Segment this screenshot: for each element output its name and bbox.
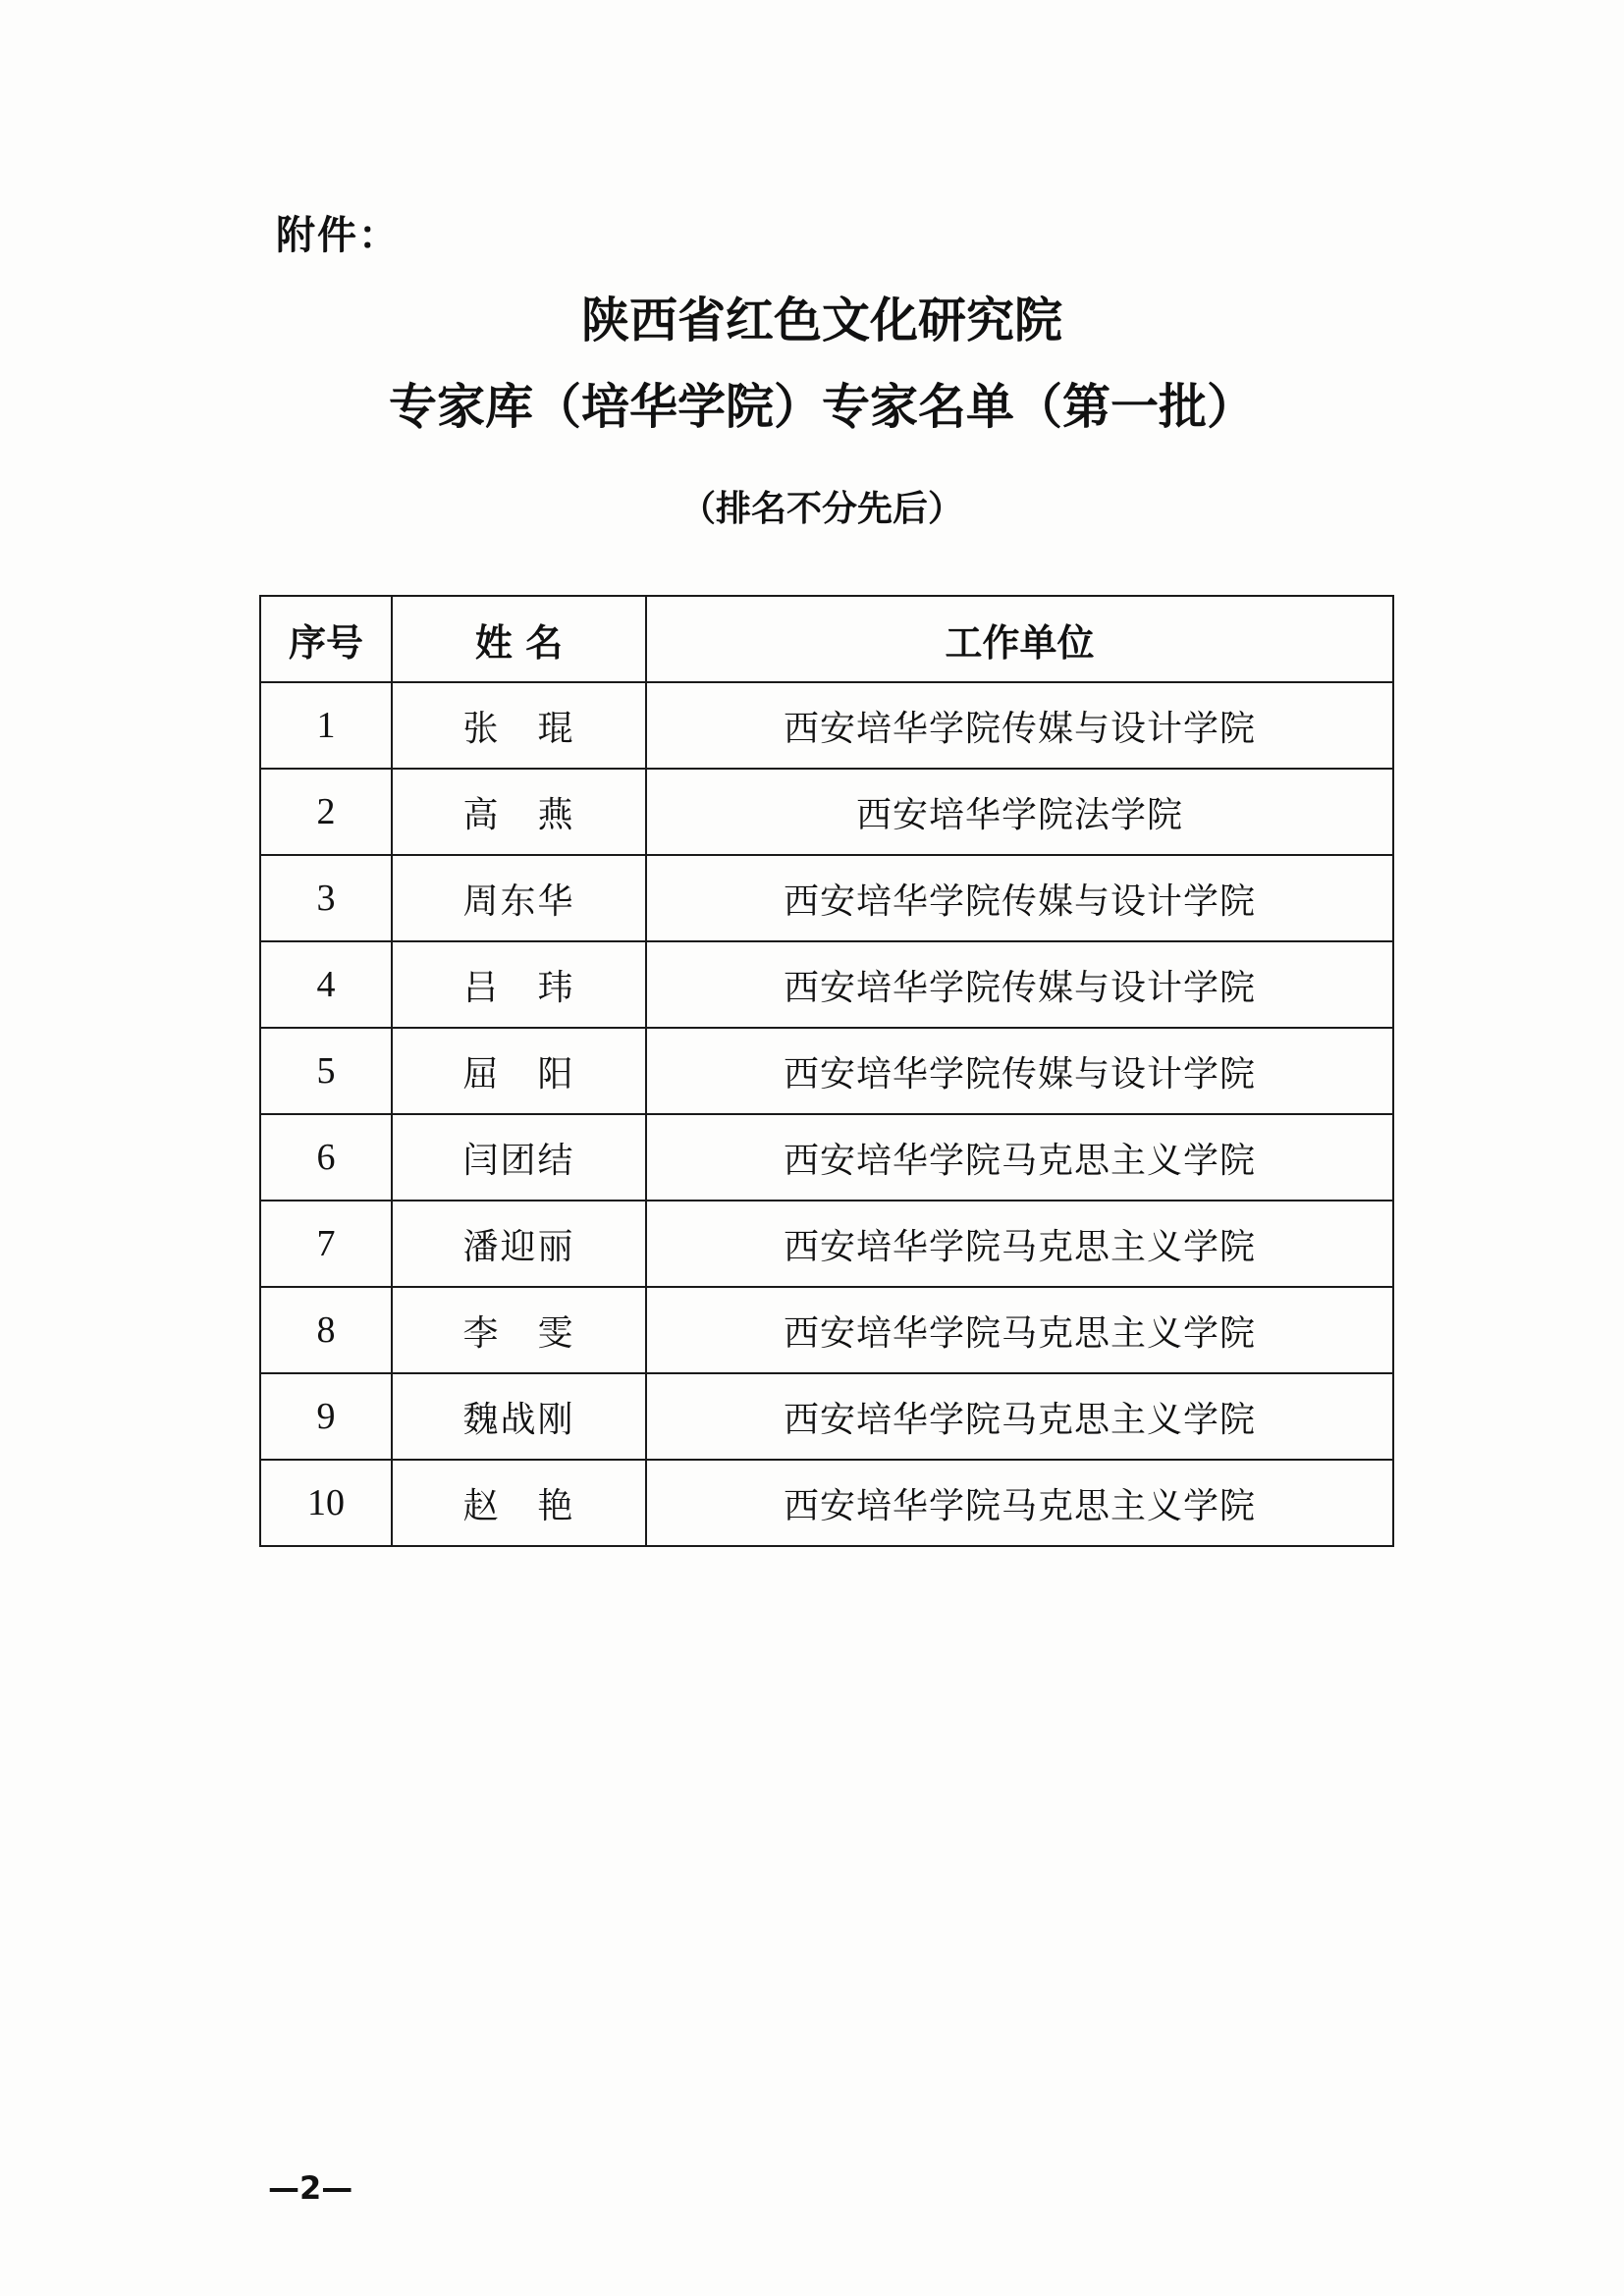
cell-work-unit: 西安培华学院传媒与设计学院 — [646, 855, 1393, 941]
table-row — [260, 682, 1393, 769]
cell-serial-number: 5 — [260, 1028, 392, 1114]
cell-name: 屈 阳 — [392, 1028, 646, 1114]
cell-serial-number: 10 — [260, 1460, 392, 1546]
cell-name: 潘迎丽 — [392, 1201, 646, 1287]
cell-serial-number: 1 — [260, 682, 392, 769]
table-row — [260, 1287, 1393, 1373]
cell-name: 魏战刚 — [392, 1373, 646, 1460]
cell-work-unit: 西安培华学院马克思主义学院 — [646, 1201, 1393, 1287]
cell-work-unit: 西安培华学院马克思主义学院 — [646, 1460, 1393, 1546]
expert-list-table — [259, 595, 1394, 1547]
cell-name: 张 琨 — [392, 682, 646, 769]
cell-work-unit: 西安培华学院传媒与设计学院 — [646, 682, 1393, 769]
title-line-2: 专家库（培华学院）专家名单（第一批） — [388, 378, 1255, 435]
cell-name: 周东华 — [392, 855, 646, 941]
cell-name: 李 雯 — [392, 1287, 646, 1373]
header-work-unit: 工作单位 — [646, 596, 1393, 682]
table-row — [260, 1114, 1393, 1201]
header-serial-number: 序号 — [260, 596, 392, 682]
cell-name: 闫团结 — [392, 1114, 646, 1201]
table-row — [260, 1373, 1393, 1460]
cell-work-unit: 西安培华学院马克思主义学院 — [646, 1287, 1393, 1373]
cell-work-unit: 西安培华学院马克思主义学院 — [646, 1373, 1393, 1460]
cell-serial-number: 9 — [260, 1373, 392, 1460]
table-row — [260, 1028, 1393, 1114]
cell-work-unit: 西安培华学院马克思主义学院 — [646, 1114, 1393, 1201]
table-row — [260, 941, 1393, 1028]
cell-serial-number: 6 — [260, 1114, 392, 1201]
attachment-label: 附件： — [276, 213, 400, 258]
cell-name: 吕 玮 — [392, 941, 646, 1028]
cell-work-unit: 西安培华学院法学院 — [646, 769, 1393, 855]
table-row — [260, 1460, 1393, 1546]
cell-work-unit: 西安培华学院传媒与设计学院 — [646, 941, 1393, 1028]
header-name: 姓 名 — [392, 596, 646, 682]
cell-work-unit: 西安培华学院传媒与设计学院 — [646, 1028, 1393, 1114]
cell-serial-number: 3 — [260, 855, 392, 941]
page-number: —2— — [268, 2169, 353, 2207]
cell-name: 赵 艳 — [392, 1460, 646, 1546]
cell-serial-number: 2 — [260, 769, 392, 855]
table-row — [260, 1201, 1393, 1287]
cell-name: 高 燕 — [392, 769, 646, 855]
title-line-1: 陕西省红色文化研究院 — [580, 292, 1062, 348]
table-row — [260, 769, 1393, 855]
table-row — [260, 855, 1393, 941]
table-header-row — [260, 596, 1393, 682]
subtitle-ordering-note: （排名不分先后） — [679, 489, 963, 529]
cell-serial-number: 8 — [260, 1287, 392, 1373]
cell-serial-number: 4 — [260, 941, 392, 1028]
cell-serial-number: 7 — [260, 1201, 392, 1287]
